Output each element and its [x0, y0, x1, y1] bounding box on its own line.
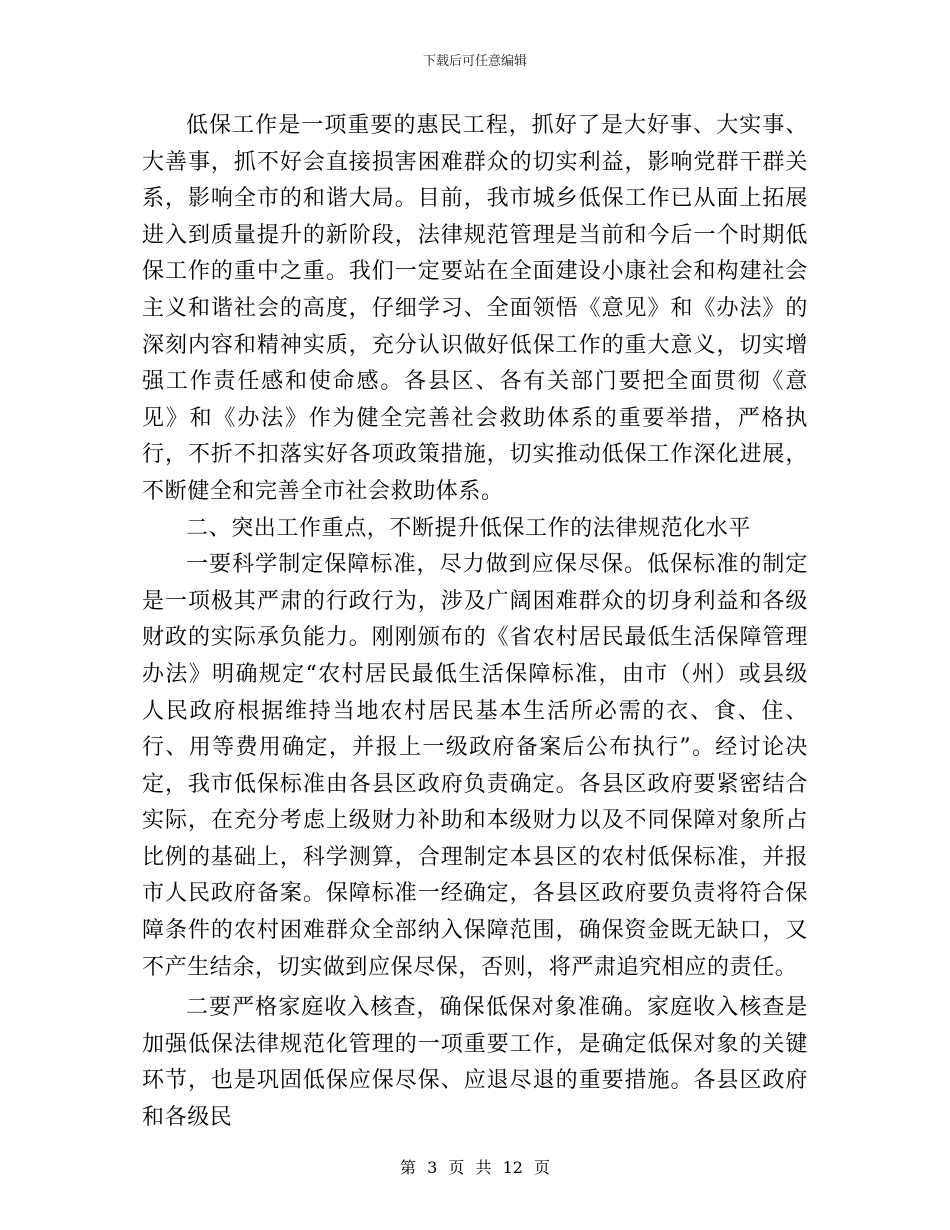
- paragraph-1: 低保工作是一项重要的惠民工程，抓好了是大好事、大实事、大善事，抓不好会直接损害困难群众的切实利益，影响党群干群关系，影响全市的和谐大局。目前，我市城乡低保工作已从面上拓展进入到质量提升的新阶段，法律规范管理是当前和今后一个时期低保工作的重中之重。我们一定要站在全面建设小康社会和构建社会主义和谐社会的高度，仔细学习、全面领悟《意见》和《办法》的深刻内容和精神实质，充分认识做好低保工作的重大意义，切实增强工作责任感和使命感。各县区、各有关部门要把全面贯彻《意见》和《办法》作为健全完善社会救助体系的重要举措，严格执行，不折不扣落实好各项政策措施，切实推动低保工作深化进展，不断健全和完善全市社会救助体系。: [142, 113, 808, 504]
- footer-page-label: 页: [448, 1158, 465, 1177]
- footer-total-pages: 12: [502, 1158, 523, 1177]
- footer-total-label: 共: [475, 1158, 492, 1177]
- section-heading: 二、突出工作重点，不断提升低保工作的法律规范化水平: [186, 515, 752, 541]
- footer-current-page: 3: [427, 1158, 438, 1177]
- footer-suffix: 页: [534, 1158, 551, 1177]
- page-header: 下载后可任意编辑: [422, 54, 527, 69]
- paragraph-2: 一要科学制定保障标准，尽力做到应保尽保。低保标准的制定是一项极其严肃的行政行为，涉及广阔困难群众的切身利益和各级财政的实际承负能力。刚刚颁布的《省农村居民最低生活保障管理办法》明确规定“农村居民最低生活保障标准，由市（州）或县级人民政府根据维持当地农村居民基本生活所必需的衣、食、住、行、用等费用确定，并报上一级政府备案后公布执行”。经讨论决定，我市低保标准由各县区政府负责确定。各县区政府要紧密结合实际，在充分考虑上级财力补助和本级财力以及不同保障对象所占比例的基础上，科学测算，合理制定本县区的农村低保标准，并报市人民政府备案。保障标准一经确定，各县区政府要负责将符合保障条件的农村困难群众全部纳入保障范围，确保资金既无缺口，又不产生结余，切实做到应保尽保，否则，将严肃追究相应的责任。: [142, 552, 808, 980]
- paragraph-3: 二要严格家庭收入核查，确保低保对象准确。家庭收入核查是加强低保法律规范化管理的一项重要工作，是确定低保对象的关键环节，也是巩固低保应保尽保、应退尽退的重要措施。各县区政府和各级民: [142, 995, 808, 1131]
- page-footer: [0, 1158, 950, 1178]
- document-body: [142, 108, 808, 1137]
- footer-prefix: 第: [399, 1158, 416, 1177]
